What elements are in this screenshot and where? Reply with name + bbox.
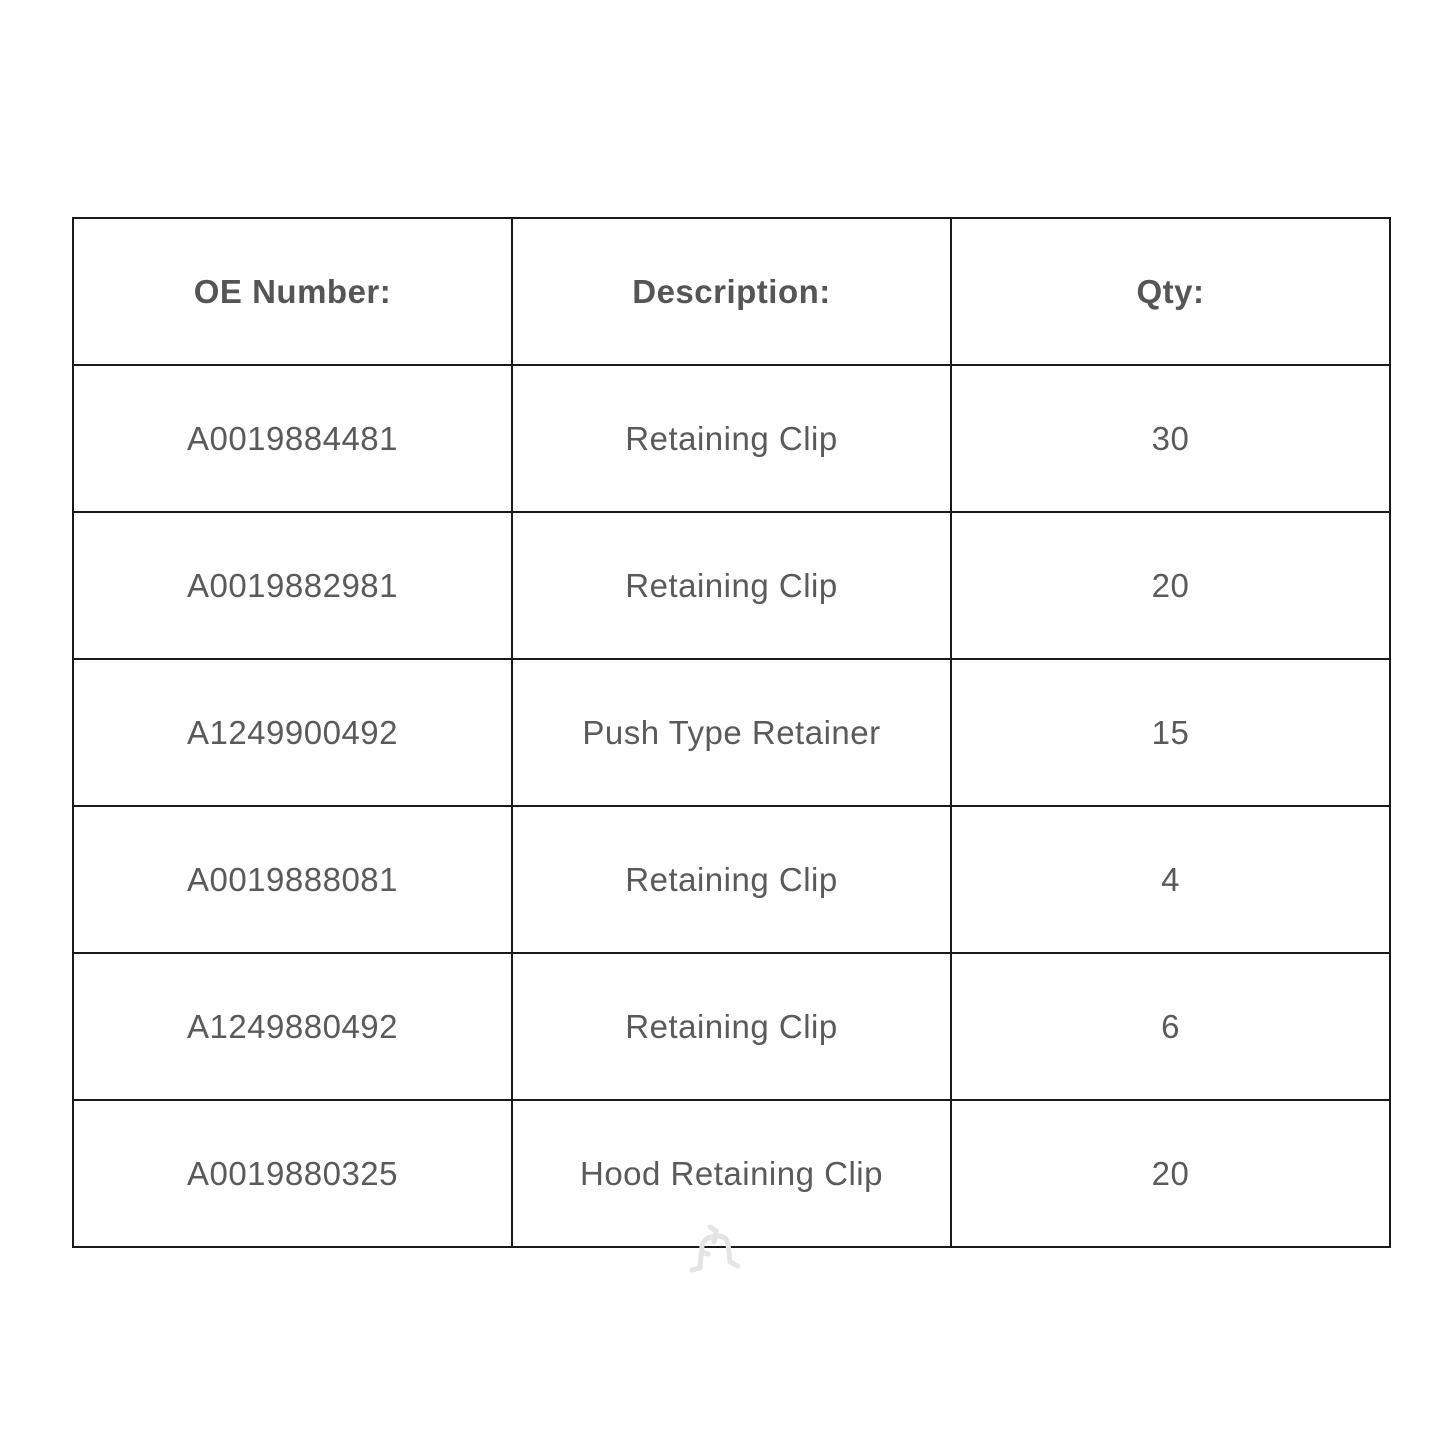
oe-number-cell: A1249900492: [73, 659, 512, 806]
oe-number-cell: A0019882981: [73, 512, 512, 659]
header-oe-number: OE Number:: [73, 218, 512, 365]
qty-cell: 6: [951, 953, 1390, 1100]
description-cell: Retaining Clip: [512, 365, 951, 512]
table-header: [73, 218, 1390, 365]
description-cell: Hood Retaining Clip: [512, 1100, 951, 1247]
qty-cell: 20: [951, 512, 1390, 659]
header-qty: Qty:: [951, 218, 1390, 365]
table-row: [73, 365, 1390, 512]
description-cell: Push Type Retainer: [512, 659, 951, 806]
description-cell: Retaining Clip: [512, 953, 951, 1100]
table-row: [73, 953, 1390, 1100]
qty-cell: 30: [951, 365, 1390, 512]
oe-number-cell: A0019884481: [73, 365, 512, 512]
description-cell: Retaining Clip: [512, 512, 951, 659]
table-row: [73, 659, 1390, 806]
table-row: [73, 512, 1390, 659]
table-row: [73, 806, 1390, 953]
clip-logo-icon: [686, 1222, 746, 1274]
qty-cell: 20: [951, 1100, 1390, 1247]
qty-cell: 15: [951, 659, 1390, 806]
parts-table: [72, 217, 1391, 1248]
oe-number-cell: A0019880325: [73, 1100, 512, 1247]
oe-number-cell: A1249880492: [73, 953, 512, 1100]
header-row: [73, 218, 1390, 365]
description-cell: Retaining Clip: [512, 806, 951, 953]
qty-cell: 4: [951, 806, 1390, 953]
oe-number-cell: A0019888081: [73, 806, 512, 953]
header-description: Description:: [512, 218, 951, 365]
table-body: [73, 365, 1390, 1247]
